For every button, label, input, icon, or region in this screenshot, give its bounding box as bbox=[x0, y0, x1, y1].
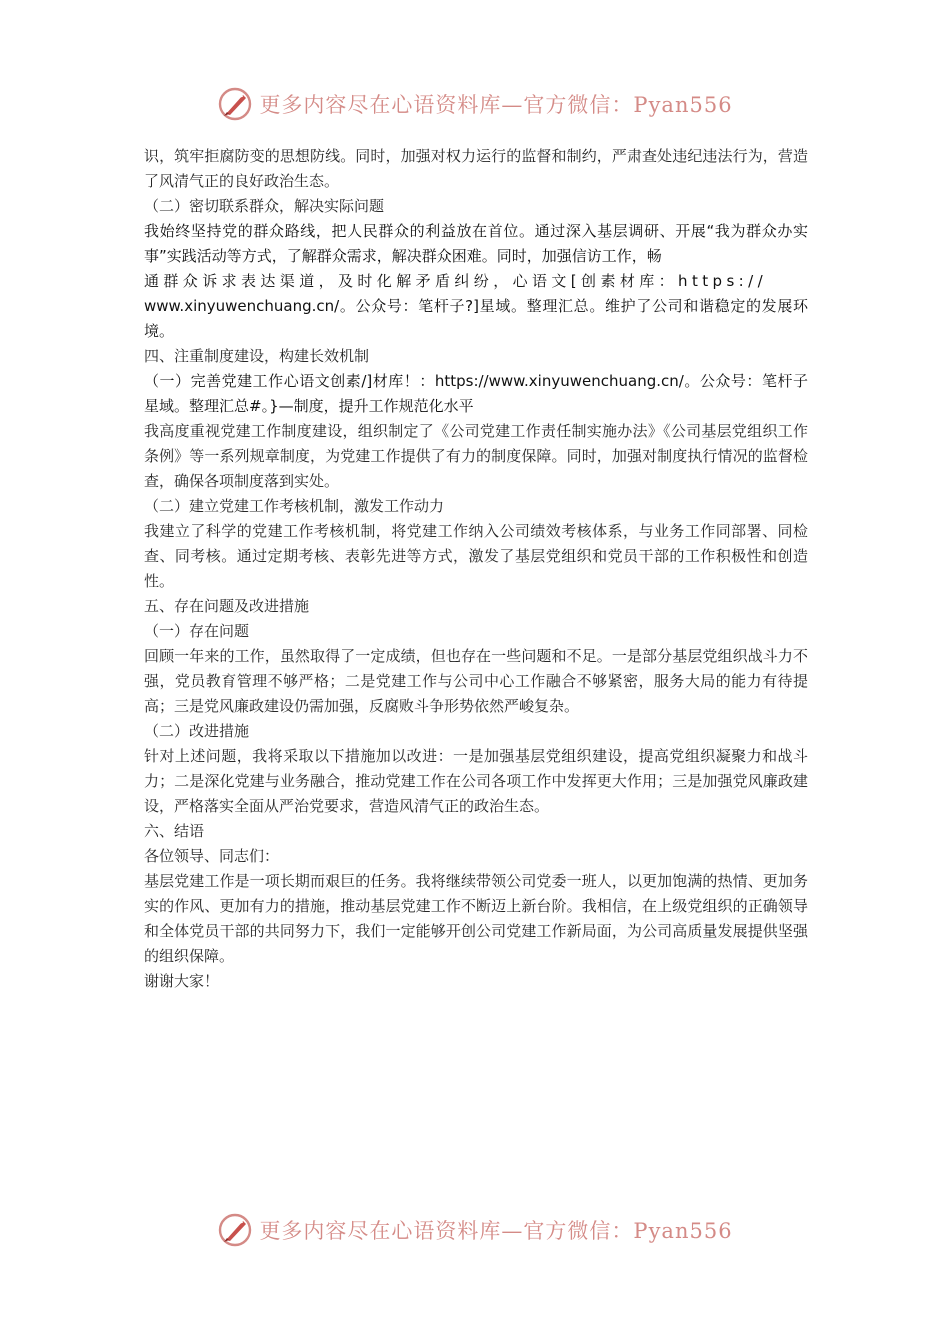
salutation: 各位领导、同志们： bbox=[144, 847, 280, 865]
quill-pen-logo-icon bbox=[217, 1212, 253, 1248]
footer-banner bbox=[0, 1208, 950, 1252]
header-banner bbox=[0, 82, 950, 126]
subsection-heading: （一）存在问题 bbox=[144, 622, 250, 640]
closing-line: 谢谢大家！ bbox=[144, 972, 220, 990]
section-heading: 五、存在问题及改进措施 bbox=[144, 597, 310, 615]
quill-pen-logo-icon bbox=[217, 86, 253, 122]
paragraph: www.xinyuwenchuang.cn/。公众号：笔杆子?]星域。整理汇总。维护了公司和谐稳定的发展环境。 bbox=[144, 297, 808, 340]
paragraph: 我始终坚持党的群众路线，把人民群众的利益放在首位。通过深入基层调研、开展“我为群众办实事”实践活动等方式，了解群众需求，解决群众困难。同时，加强信访工作，畅 bbox=[144, 222, 808, 265]
paragraph: 针对上述问题，我将采取以下措施加以改进：一是加强基层党组织建设，提高党组织凝聚力和战斗力；二是深化党建与业务融合，推动党建工作在公司各项工作中发挥更大作用；三是加强党风廉政建设，严格落实全面从严治党要求，营造风清气正的政治生态。 bbox=[144, 747, 808, 815]
subsection-heading: （二）建立党建工作考核机制，激发工作动力 bbox=[144, 497, 445, 515]
paragraph: 我建立了科学的党建工作考核机制，将党建工作纳入公司绩效考核体系，与业务工作同部署、同检查、同考核。通过定期考核、表彰先进等方式，激发了基层党组织和党员干部的工作积极性和创造性。 bbox=[144, 522, 808, 590]
paragraph: 基层党建工作是一项长期而艰巨的任务。我将继续带领公司党委一班人，以更加饱满的热情、更加务实的作风、更加有力的措施，推动基层党建工作不断迈上新台阶。我相信，在上级党组织的正确领导和全体党员干部的共同努力下，我们一定能够开创公司党建工作新局面，为公司高质量发展提供坚强的组织保障。 bbox=[144, 872, 808, 965]
section-heading: 四、注重制度建设，构建长效机制 bbox=[144, 347, 370, 365]
paragraph: 通群众诉求表达渠道，及时化解矛盾纠纷，心语文[创素材库：https:// bbox=[144, 272, 768, 290]
paragraph: 识，筑牢拒腐防变的思想防线。同时，加强对权力运行的监督和制约，严肃查处违纪违法行为，营造了风清气正的良好政治生态。 bbox=[144, 147, 808, 190]
section-heading: 六、结语 bbox=[144, 822, 205, 840]
banner-text: 更多内容尽在心语资料库—官方微信：Pyan556 bbox=[259, 93, 733, 117]
banner-text: 更多内容尽在心语资料库—官方微信：Pyan556 bbox=[259, 1219, 733, 1243]
subsection-heading: （一）完善党建工作心语文创素/]材库！：https://www.xinyuwenchuang.cn/。公众号：笔杆子星域。整理汇总#。}—制度，提升工作规范化水平 bbox=[144, 372, 808, 415]
subsection-heading: （二）改进措施 bbox=[144, 722, 250, 740]
subsection-heading: （二）密切联系群众，解决实际问题 bbox=[144, 197, 385, 215]
document-body bbox=[144, 144, 808, 994]
paragraph: 我高度重视党建工作制度建设，组织制定了《公司党建工作责任制实施办法》《公司基层党组织工作条例》等一系列规章制度，为党建工作提供了有力的制度保障。同时，加强对制度执行情况的监督检查，确保各项制度落到实处。 bbox=[144, 422, 808, 490]
paragraph: 回顾一年来的工作，虽然取得了一定成绩，但也存在一些问题和不足。一是部分基层党组织战斗力不强，党员教育管理不够严格；二是党建工作与公司中心工作融合不够紧密，服务大局的能力有待提高；三是党风廉政建设仍需加强，反腐败斗争形势依然严峻复杂。 bbox=[144, 647, 808, 715]
